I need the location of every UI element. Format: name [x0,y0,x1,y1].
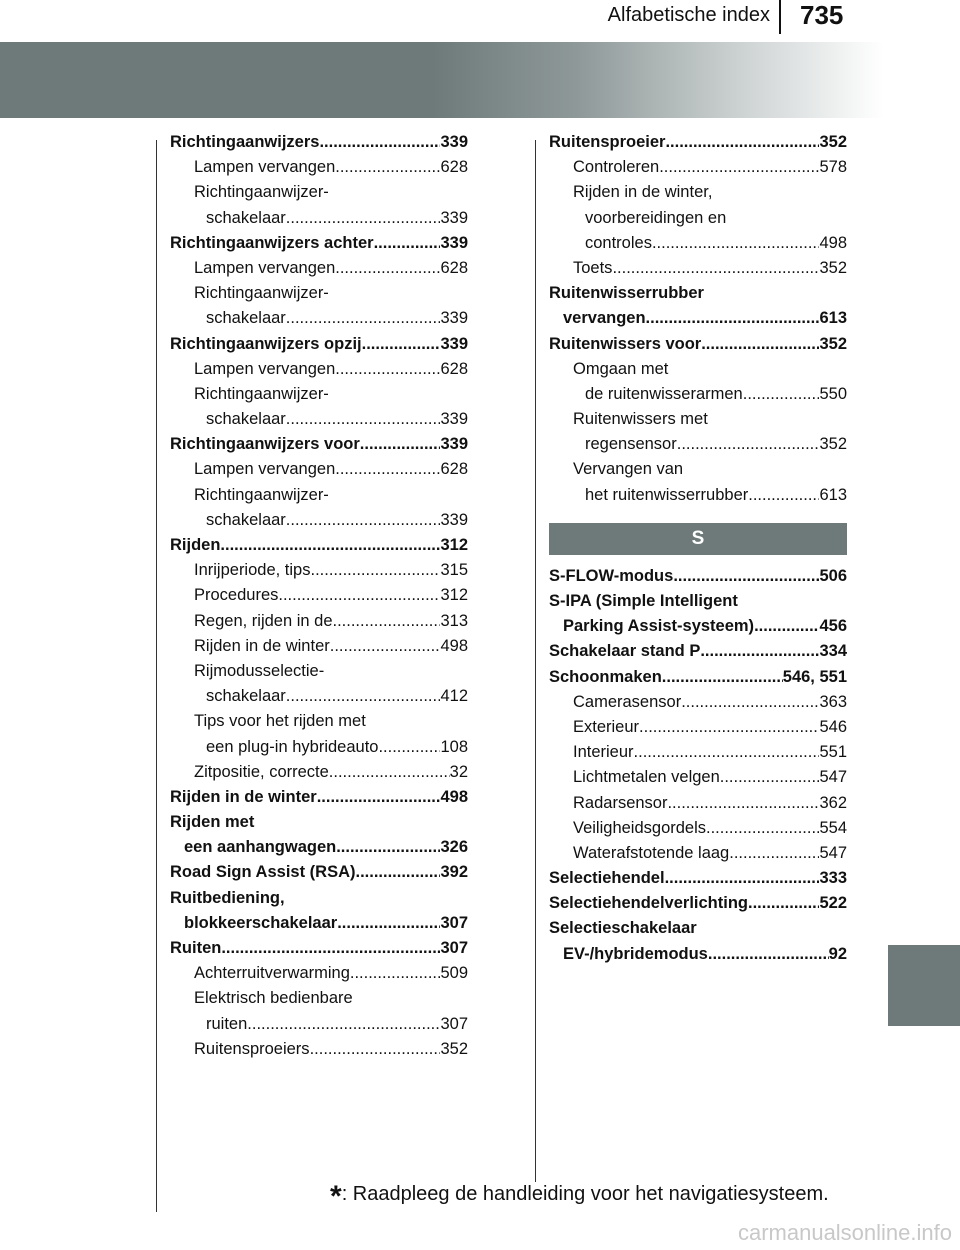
footnote-text: : Raadpleeg de handleiding voor het navigatiesysteem. [341,1183,829,1205]
entry-term: Ruitenwisserrubber [549,284,704,303]
entry-page: 628 [440,460,468,479]
index-entry [170,662,468,687]
entry-term: blokkeerschakelaar [184,913,338,932]
entry-page: 628 [440,258,468,277]
index-entry [549,617,847,642]
watermark: carmanualsonline.info [737,1220,952,1245]
entry-term: Vervangen van [573,460,684,479]
entry-term: voorbereidingen en [585,208,727,227]
index-entry [549,410,847,435]
page-number: 735 [800,0,844,30]
entry-page: 498 [819,233,847,252]
entry-term: Richtingaanwijzers achter [170,233,374,252]
dot-leader [634,743,820,762]
index-entry [170,385,468,410]
index-entry [549,894,847,919]
dot-leader [706,819,819,838]
dot-leader [286,511,441,530]
dot-leader [720,768,820,787]
dot-leader [286,410,441,429]
index-entry [170,234,468,259]
dot-leader [748,486,819,505]
entry-page: 315 [440,561,468,580]
index-entry [549,158,847,183]
index-entry [170,738,468,763]
entry-term: Lampen vervangen [194,258,336,277]
entry-page: 498 [440,636,468,655]
entry-term: Road Sign Assist (RSA) [170,863,356,882]
page-header [0,0,960,34]
dot-leader [337,914,440,933]
entry-page: 362 [819,793,847,812]
entry-term: Ruitenwissers voor [549,334,702,353]
entry-term: regensensor [585,435,677,454]
index-entry [170,889,468,914]
entry-page: 392 [440,863,468,882]
index-entry [170,335,468,360]
dot-leader [743,385,820,404]
entry-term: Toets [573,258,613,277]
index-entry [170,309,468,334]
entry-page: 628 [440,158,468,177]
entry-term: Controleren [573,158,660,177]
index-entry [549,794,847,819]
dot-leader [286,309,441,328]
dot-leader [677,435,820,454]
index-entry [549,668,847,693]
entry-page: 546 [819,717,847,736]
entry-term: Radarsensor [573,793,668,812]
entry-term: EV-/hybridemodus [563,944,708,963]
entry-page: 334 [819,642,847,661]
entry-page: 339 [440,510,468,529]
column-divider [535,140,536,1182]
index-entry [549,768,847,793]
entry-term: schakelaar [206,410,286,429]
dot-leader [317,788,441,807]
entry-term: Richtingaanwijzers opzij [170,334,362,353]
entry-page: 326 [440,838,468,857]
entry-page: 339 [440,208,468,227]
header-banner [0,42,960,118]
entry-page: 363 [819,692,847,711]
entry-term: Selectiehendelverlichting [549,894,748,913]
entry-term: Lampen vervangen [194,359,336,378]
entry-page: 498 [440,787,468,806]
entry-term: Rijden in de winter [170,787,317,806]
chapter-thumb-tab [888,945,960,1026]
entry-term: Schakelaar stand P [549,642,701,661]
index-group-r [549,133,847,511]
index-entry [170,964,468,989]
entry-page: 339 [440,435,468,454]
dot-leader [639,718,819,737]
index-entry [549,743,847,768]
entry-page: 352 [819,133,847,151]
entry-term: Parking Assist-systeem) [563,617,755,636]
index-entry [549,133,847,158]
index-entry [170,1040,468,1065]
dot-leader [286,209,441,228]
entry-term: Rijmodusselectie- [194,661,325,680]
entry-term: Inrijperiode, tips [194,561,311,580]
dot-leader [665,869,820,888]
entry-page: 554 [819,818,847,837]
index-entry [549,360,847,385]
index-entry [170,939,468,964]
index-entry [170,838,468,863]
entry-term: Elektrisch bedienbare [194,989,353,1008]
dot-leader [329,763,450,782]
index-entry [170,561,468,586]
index-entry [549,945,847,970]
entry-term: Ruitbediening, [170,888,285,907]
dot-leader [336,838,440,857]
entry-term: S-IPA (Simple Intelligent [549,592,738,610]
dot-leader [247,1015,440,1034]
index-entry [170,259,468,284]
dot-leader [286,687,441,706]
entry-term: Ruitensproeier [549,133,666,151]
entry-term: Richtingaanwijzer- [194,384,329,403]
index-column-right [549,133,847,970]
entry-term: Waterafstotende laag [573,843,730,862]
index-entry [549,460,847,485]
index-entry [170,586,468,611]
dot-leader [754,617,819,636]
entry-term: Schoonmaken [549,667,662,686]
entry-term: schakelaar [206,687,286,706]
entry-term: Ruitenwissers met [573,410,708,429]
entry-page: 547 [819,843,847,862]
entry-term: Rijden in de winter, [573,183,713,202]
entry-term: Richtingaanwijzer- [194,485,329,504]
dot-leader [646,309,820,328]
entry-page: 506 [819,566,847,585]
dot-leader [220,536,440,555]
index-entry [549,718,847,743]
section-header-s: S [549,523,847,555]
entry-term: Lichtmetalen velgen [573,768,720,787]
entry-page: 312 [440,586,468,605]
entry-page: 578 [819,158,847,177]
index-entry [549,592,847,617]
dot-leader [335,360,440,379]
index-group-s [549,567,847,970]
entry-page: 613 [819,309,847,328]
dot-leader [612,259,819,278]
index-entry [549,234,847,259]
dot-leader [652,234,820,253]
dot-leader [335,460,440,479]
footnote-marker: * [330,1180,342,1213]
index-entry [549,567,847,592]
dot-leader [310,1040,441,1059]
index-entry [170,133,468,158]
entry-term: Rijden met [170,813,255,832]
entry-page: 339 [440,133,468,151]
dot-leader [665,133,819,152]
entry-page: 551 [819,743,847,762]
index-column-left [170,133,468,1065]
index-entry [549,486,847,511]
entry-term: Zitpositie, correcte [194,762,329,781]
entry-page: 352 [819,258,847,277]
dot-leader [330,637,441,656]
index-entry [170,788,468,813]
entry-term: Richtingaanwijzers voor [170,435,360,454]
entry-term: Lampen vervangen [194,460,336,479]
dot-leader [319,133,440,152]
dot-leader [374,234,441,253]
index-entry [170,763,468,788]
index-entry [170,435,468,460]
index-entry [549,209,847,234]
entry-page: 307 [440,913,468,932]
entry-page: 339 [440,233,468,252]
entry-term: Camerasensor [573,692,682,711]
entry-term: schakelaar [206,309,286,328]
entry-term: Ruiten [170,939,222,957]
dot-leader [681,693,819,712]
entry-page: 546, 551 [782,667,847,686]
entry-page: 339 [440,334,468,353]
entry-term: Rijden in de winter [194,636,330,655]
index-entry [170,360,468,385]
entry-term: Omgaan met [573,359,669,378]
index-entry [170,486,468,511]
entry-page: 108 [440,737,468,756]
entry-term: de ruitenwisserarmen [585,384,743,403]
dot-leader [667,794,819,813]
dot-leader [221,939,440,958]
index-entry [549,642,847,667]
index-entry [549,819,847,844]
entry-term: schakelaar [206,208,286,227]
dot-leader [335,158,440,177]
index-entry [170,410,468,435]
entry-page: 333 [819,869,847,888]
index-entry [170,158,468,183]
entry-page: 613 [819,485,847,504]
index-entry [549,385,847,410]
dot-leader [378,738,440,757]
footnote [330,1180,829,1214]
entry-page: 547 [819,768,847,787]
index-entry [170,612,468,637]
index-entry [170,637,468,662]
index-entry [170,536,468,561]
entry-term: vervangen [563,309,646,328]
entry-page: 313 [440,611,468,630]
dot-leader [673,567,819,586]
dot-leader [700,642,819,661]
entry-page: 92 [828,944,847,963]
dot-leader [335,259,440,278]
index-entry [549,869,847,894]
entry-page: 339 [440,309,468,328]
entry-page: 312 [440,536,468,554]
index-entry [170,863,468,888]
entry-term: Selectiehendel [549,869,665,888]
entry-term: Richtingaanwijzer- [194,183,329,202]
entry-term: een aanhangwagen [184,838,337,857]
dot-leader [333,612,441,631]
index-entry [170,813,468,838]
entry-term: Lampen vervangen [194,158,336,177]
entry-page: 352 [819,334,847,353]
entry-term: Procedures [194,586,279,605]
entry-term: schakelaar [206,510,286,529]
entry-page: 509 [440,964,468,983]
entry-term: Regen, rijden in de [194,611,333,630]
header-divider [779,0,781,34]
entry-term: Achterruitverwarming [194,964,350,983]
index-entry [170,209,468,234]
section-title: Alfabetische index [607,4,770,26]
index-entry [170,183,468,208]
index-entry [549,309,847,334]
dot-leader [701,335,819,354]
dot-leader [659,158,819,177]
dot-leader [748,894,819,913]
entry-term: Tips voor het rijden met [194,712,366,731]
entry-term: een plug-in hybrideauto [206,737,379,756]
entry-term: Exterieur [573,717,640,736]
index-entry [549,919,847,944]
index-entry [170,511,468,536]
index-entry [170,687,468,712]
index-entry [170,712,468,737]
index-entry [170,460,468,485]
index-entry [549,844,847,869]
entry-page: 352 [819,435,847,454]
entry-term: Veiligheidsgordels [573,818,707,837]
dot-leader [356,863,441,882]
entry-page: 307 [440,1014,468,1033]
entry-term: Interieur [573,743,634,762]
index-entry [549,259,847,284]
entry-term: Rijden [170,536,221,554]
entry-page: 628 [440,359,468,378]
dot-leader [362,335,441,354]
index-entry [549,435,847,460]
entry-page: 550 [819,384,847,403]
entry-term: Selectieschakelaar [549,919,697,938]
index-entry [549,335,847,360]
left-margin-rule [156,140,157,1212]
dot-leader [278,586,440,605]
entry-page: 412 [440,687,468,706]
entry-page: 32 [449,762,468,781]
entry-term: Richtingaanwijzers [170,133,320,151]
index-entry [170,284,468,309]
entry-page: 522 [819,894,847,913]
index-entry [170,914,468,939]
dot-leader [360,435,441,454]
entry-page: 307 [440,939,468,957]
entry-term: ruiten [206,1014,248,1033]
index-entry [170,1015,468,1040]
dot-leader [708,945,829,964]
entry-term: controles [585,233,652,252]
entry-term: het ruitenwisserrubber [585,485,749,504]
index-entry [549,284,847,309]
entry-page: 456 [819,617,847,636]
entry-page: 352 [440,1039,468,1058]
entry-term: Ruitensproeiers [194,1039,310,1058]
dot-leader [310,561,440,580]
index-entry [549,183,847,208]
dot-leader [729,844,819,863]
entry-term: S-FLOW-modus [549,566,674,585]
dot-leader [662,668,783,687]
entry-page: 339 [440,410,468,429]
index-entry [170,989,468,1014]
dot-leader [350,964,441,983]
index-entry [549,693,847,718]
entry-term: Richtingaanwijzer- [194,284,329,303]
